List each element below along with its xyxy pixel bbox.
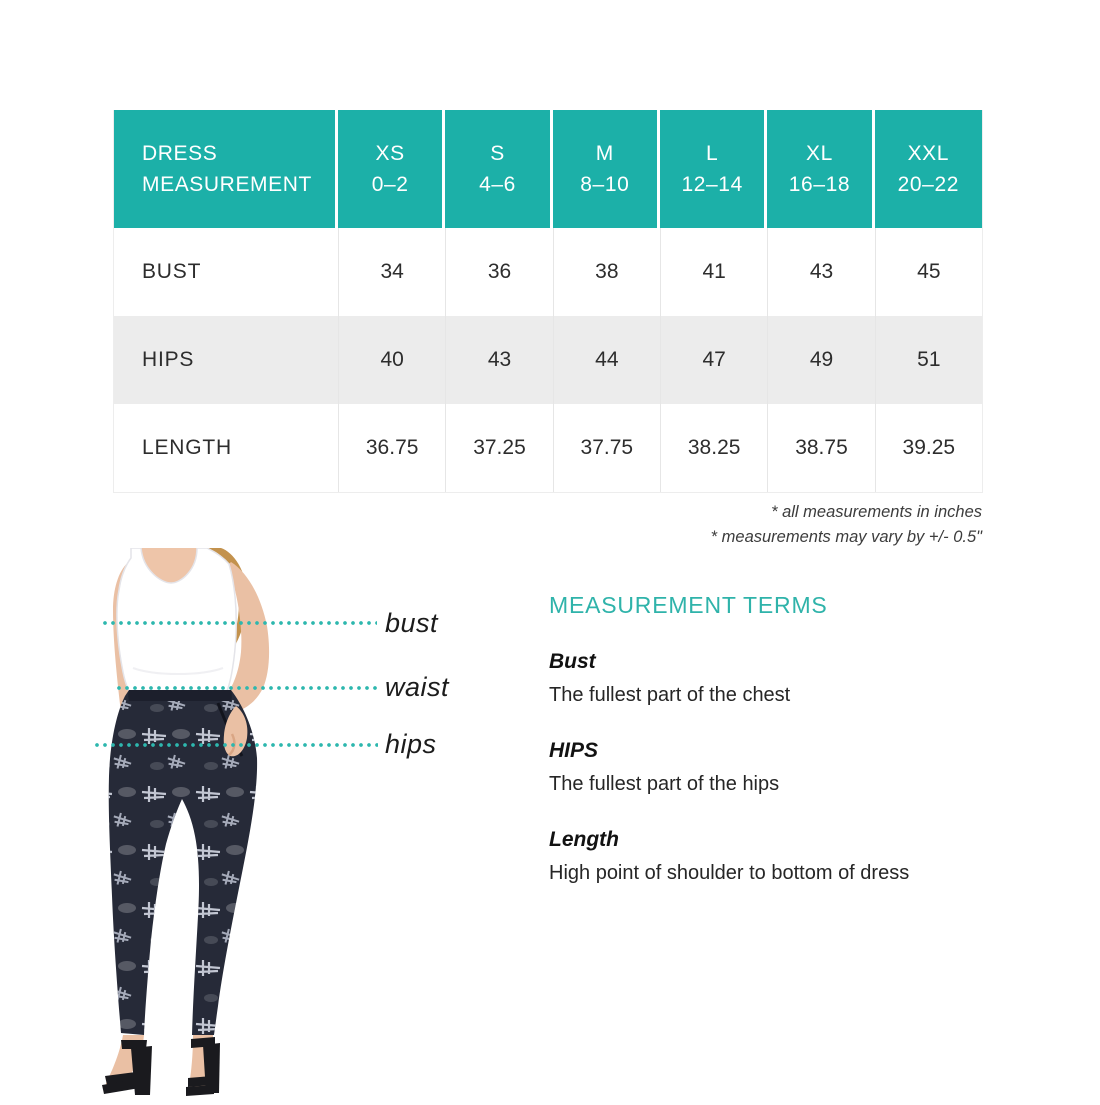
hips-xs: 40 [338, 316, 445, 404]
length-l: 38.25 [660, 404, 767, 492]
length-m: 37.75 [553, 404, 660, 492]
hips-dotted-line [95, 743, 378, 747]
size-range: 16–18 [788, 173, 851, 196]
row-label-bust: BUST [114, 228, 338, 316]
bust-m: 38 [553, 228, 660, 316]
size-range: 0–2 [371, 173, 409, 196]
bust-line-label: bust [385, 607, 439, 638]
column-header-xs [338, 110, 445, 228]
size-chart-table [113, 110, 983, 493]
term-definition-length: High point of shoulder to bottom of dress [549, 862, 910, 884]
term-hips [549, 738, 1019, 797]
bust-l: 41 [660, 228, 767, 316]
size-range: 12–14 [681, 173, 743, 196]
length-xs: 36.75 [338, 404, 445, 492]
size-name: L [706, 142, 719, 165]
bust-dotted-line [103, 621, 377, 625]
size-name: S [490, 142, 505, 165]
length-s: 37.25 [445, 404, 552, 492]
term-name-bust: Bust [549, 650, 596, 673]
hips-line-label: hips [385, 728, 437, 759]
size-name: XS [375, 142, 405, 165]
bust-xxl: 45 [875, 228, 982, 316]
corner-header-label: DRESS MEASUREMENT [142, 142, 312, 196]
hips-xl: 49 [767, 316, 874, 404]
size-range: 8–10 [580, 173, 630, 196]
term-name-length: Length [549, 828, 619, 851]
length-xxl: 39.25 [875, 404, 982, 492]
bust-xs: 34 [338, 228, 445, 316]
waistband [128, 690, 232, 701]
footnote-inches: * all measurements in inches [771, 503, 982, 521]
term-bust [549, 649, 1019, 708]
column-header-xxl [875, 110, 982, 228]
term-definition-bust: The fullest part of the chest [549, 684, 791, 706]
column-header-s [445, 110, 552, 228]
column-header-m [553, 110, 660, 228]
size-range: 20–22 [897, 173, 960, 196]
hips-xxl: 51 [875, 316, 982, 404]
hips-m: 44 [553, 316, 660, 404]
bust-s: 36 [445, 228, 552, 316]
footnote-variance: * measurements may vary by +/- 0.5" [710, 528, 982, 546]
row-label-hips: HIPS [114, 316, 338, 404]
size-name: XL [806, 142, 833, 165]
size-chart-corner-header [114, 110, 338, 228]
term-length [549, 827, 1019, 886]
size-name: M [595, 142, 614, 165]
size-name: XXL [907, 142, 950, 165]
bust-xl: 43 [767, 228, 874, 316]
row-label-length: LENGTH [114, 404, 338, 492]
size-range: 4–6 [479, 173, 516, 196]
waist-dotted-line [117, 686, 377, 690]
model-photo [85, 548, 405, 1100]
column-header-xl [767, 110, 874, 228]
hips-s: 43 [445, 316, 552, 404]
measurement-footnotes [711, 500, 982, 550]
model-illustration [85, 548, 405, 1100]
waist-line-label: waist [385, 671, 450, 702]
measurement-terms-title: MEASUREMENT TERMS [549, 592, 828, 618]
length-xl: 38.75 [767, 404, 874, 492]
column-header-l [660, 110, 767, 228]
term-name-hips: HIPS [549, 739, 599, 762]
term-definition-hips: The fullest part of the hips [549, 773, 780, 795]
measurement-terms-section [549, 592, 1019, 886]
hips-l: 47 [660, 316, 767, 404]
